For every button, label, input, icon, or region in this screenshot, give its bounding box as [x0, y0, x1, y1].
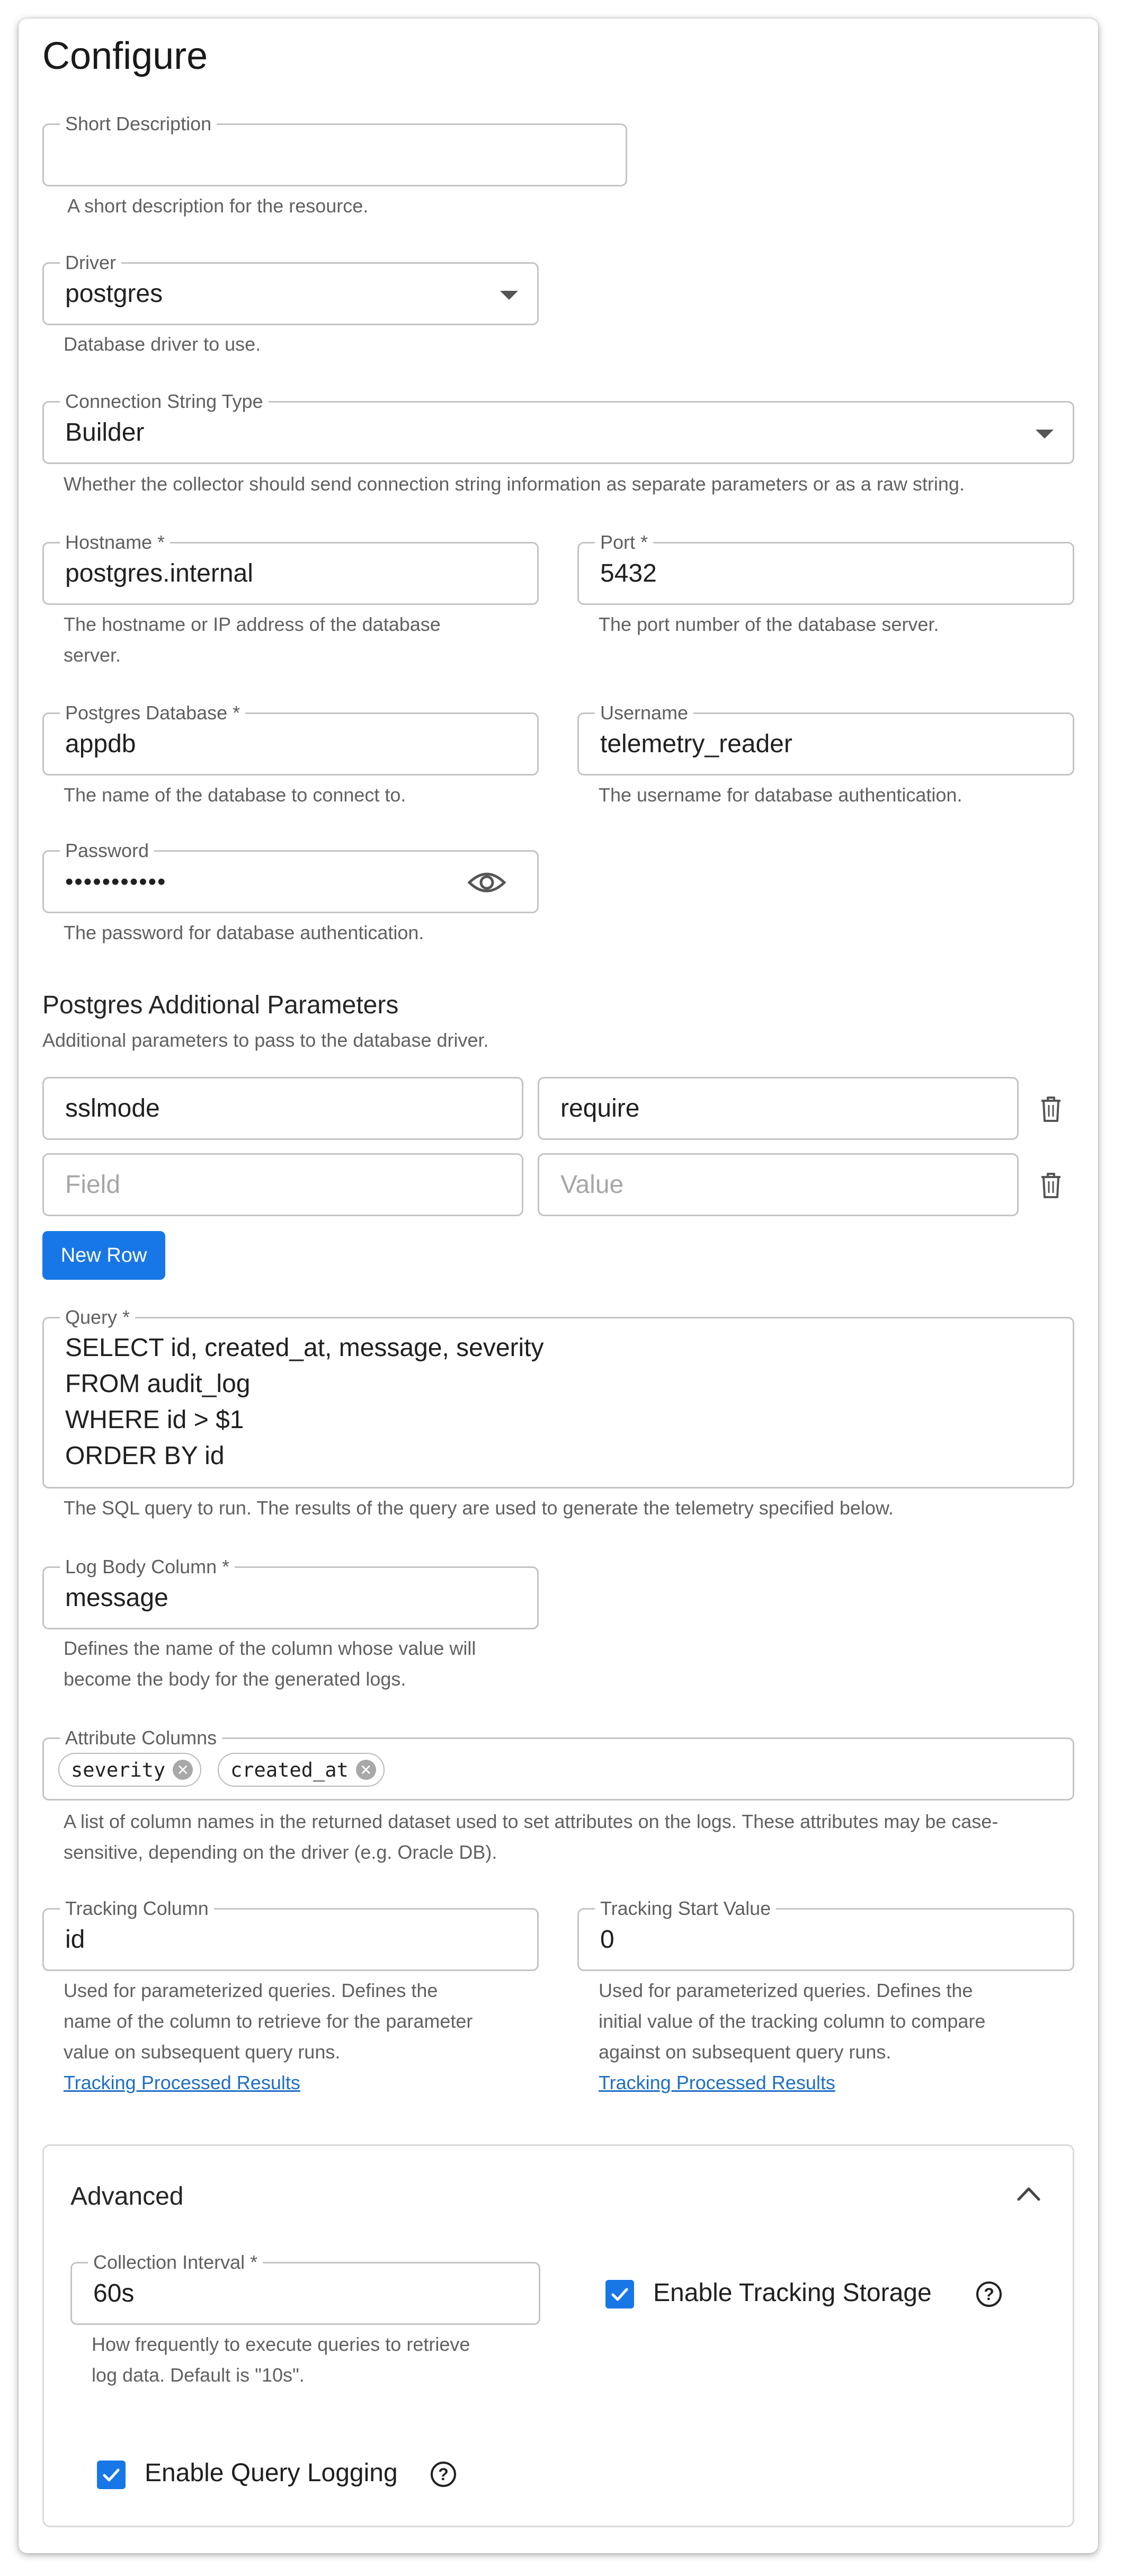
- postgres-database-helper: The name of the database to connect to.: [64, 784, 406, 806]
- chevron-up-icon[interactable]: [1017, 2186, 1041, 2204]
- log-body-column-helper-line1: Defines the name of the column whose value will: [64, 1637, 476, 1659]
- attribute-columns-label: Attribute Columns: [60, 1726, 222, 1750]
- log-body-column-helper-line2: become the body for the generated logs.: [64, 1668, 406, 1690]
- collection-interval-label: Collection Interval *: [88, 2251, 263, 2274]
- eye-icon[interactable]: [467, 869, 506, 896]
- configure-card: [19, 19, 1098, 2553]
- param-value-input[interactable]: [538, 1077, 1019, 1140]
- port-label: Port *: [595, 531, 653, 554]
- driver-value: postgres: [65, 280, 163, 308]
- hostname-value: postgres.internal: [65, 559, 253, 587]
- attribute-columns-field[interactable]: [42, 1727, 1074, 1800]
- param-field-input[interactable]: [42, 1077, 523, 1140]
- tracking-column-helper-line2: name of the column to retrieve for the parameter: [64, 2010, 473, 2032]
- log-body-column-label: Log Body Column *: [60, 1555, 235, 1579]
- driver-helper: Database driver to use.: [64, 333, 261, 355]
- connection-string-type-value: Builder: [65, 418, 145, 447]
- tracking-column-helper: [64, 1975, 473, 2098]
- tracking-start-value-value: 0: [600, 1926, 614, 1954]
- tracking-column-helper-line1: Used for parameterized queries. Defines the: [64, 1980, 438, 2001]
- tracking-start-value-label: Tracking Start Value: [595, 1897, 776, 1920]
- param-field-value: sslmode: [65, 1094, 160, 1122]
- param-value-input-empty[interactable]: [538, 1153, 1019, 1216]
- tracking-start-value-helper: [599, 1975, 985, 2098]
- short-description-field[interactable]: [42, 113, 627, 186]
- enable-query-logging-checkbox[interactable]: [97, 2461, 126, 2489]
- username-field[interactable]: [577, 702, 1074, 776]
- hostname-helper-line1: The hostname or IP address of the database: [64, 613, 441, 635]
- hostname-field[interactable]: [42, 531, 539, 605]
- password-label: Password: [60, 839, 154, 862]
- caret-down-icon: [1036, 430, 1054, 439]
- short-description-label: Short Description: [60, 112, 217, 136]
- tracking-processed-results-link[interactable]: Tracking Processed Results: [599, 2072, 835, 2093]
- attribute-chip-label: severity: [71, 1758, 166, 1781]
- query-line-1: SELECT id, created_at, message, severity: [65, 1334, 544, 1362]
- tracking-start-value-helper-line3: against on subsequent query runs.: [599, 2041, 892, 2063]
- port-helper: The port number of the database server.: [599, 613, 939, 635]
- postgres-database-label: Postgres Database *: [60, 701, 245, 725]
- connection-string-type-helper: Whether the collector should send connection string information as separate parameters or as a raw string.: [64, 473, 965, 495]
- attribute-columns-helper-line1: A list of column names in the returned dataset used to set attributes on the logs. These attributes may be case-: [64, 1811, 999, 1832]
- driver-label: Driver: [60, 251, 121, 274]
- collection-interval-value: 60s: [93, 2279, 135, 2307]
- query-line-3: WHERE id > $1: [65, 1406, 244, 1434]
- connection-string-type-label: Connection String Type: [60, 390, 269, 413]
- tracking-column-field[interactable]: [42, 1897, 539, 1971]
- query-field[interactable]: [42, 1306, 1074, 1488]
- tracking-start-value-helper-line1: Used for parameterized queries. Defines the: [599, 1980, 973, 2001]
- postgres-database-value: appdb: [65, 730, 136, 758]
- query-line-4: ORDER BY id: [65, 1442, 225, 1470]
- page-title: Configure: [42, 35, 208, 77]
- tracking-start-value-field[interactable]: [577, 1897, 1074, 1971]
- help-circle-icon[interactable]: ?: [431, 2462, 456, 2487]
- collection-interval-field[interactable]: [70, 2251, 540, 2325]
- postgres-database-field[interactable]: [42, 702, 539, 776]
- attribute-chip[interactable]: [218, 1753, 385, 1787]
- check-icon: [101, 2464, 122, 2485]
- param-value-value: require: [560, 1094, 640, 1122]
- username-helper: The username for database authentication.: [599, 784, 962, 806]
- advanced-title: Advanced: [70, 2182, 184, 2210]
- attribute-chip[interactable]: [58, 1753, 201, 1787]
- password-helper: The password for database authentication.: [64, 922, 424, 943]
- help-circle-icon[interactable]: ?: [976, 2281, 1002, 2307]
- driver-select[interactable]: [42, 252, 539, 325]
- attribute-chip-label: created_at: [230, 1758, 349, 1781]
- query-text: [65, 1330, 544, 1474]
- trash-icon[interactable]: [1039, 1095, 1063, 1126]
- additional-params-helper: Additional parameters to pass to the database driver.: [42, 1029, 489, 1051]
- hostname-helper-line2: server.: [64, 644, 121, 666]
- enable-query-logging-label[interactable]: Enable Query Logging: [145, 2459, 398, 2487]
- tracking-start-value-helper-line2: initial value of the tracking column to compare: [599, 2010, 986, 2032]
- hostname-label: Hostname *: [60, 531, 170, 554]
- password-field[interactable]: [42, 840, 539, 913]
- tracking-column-label: Tracking Column: [60, 1897, 214, 1920]
- additional-params-title: Postgres Additional Parameters: [42, 991, 399, 1019]
- query-helper: The SQL query to run. The results of the query are used to generate the telemetry specified below.: [64, 1497, 894, 1519]
- password-value: •••••••••••: [65, 868, 167, 895]
- tracking-column-helper-line3: value on subsequent query runs.: [64, 2041, 341, 2063]
- close-circle-icon[interactable]: ✕: [356, 1760, 376, 1780]
- query-label: Query *: [60, 1306, 135, 1329]
- collection-interval-helper: [92, 2329, 470, 2391]
- param-field-input-empty[interactable]: [42, 1153, 523, 1216]
- close-circle-icon[interactable]: ✕: [173, 1760, 193, 1780]
- hostname-helper: [64, 609, 441, 671]
- new-row-button[interactable]: New Row: [42, 1231, 165, 1280]
- collection-interval-helper-line1: How frequently to execute queries to retrieve: [92, 2333, 470, 2355]
- username-value: telemetry_reader: [600, 730, 792, 758]
- param-field-placeholder: Field: [65, 1171, 121, 1199]
- tracking-column-value: id: [65, 1926, 85, 1954]
- collection-interval-helper-line2: log data. Default is "10s".: [92, 2364, 305, 2386]
- check-icon: [609, 2284, 630, 2305]
- port-value: 5432: [600, 559, 657, 587]
- tracking-processed-results-link[interactable]: Tracking Processed Results: [64, 2072, 300, 2093]
- port-field[interactable]: [577, 531, 1074, 605]
- connection-string-type-select[interactable]: [42, 390, 1074, 464]
- attribute-columns-helper: [64, 1806, 998, 1868]
- trash-icon[interactable]: [1039, 1172, 1063, 1202]
- caret-down-icon: [500, 291, 518, 300]
- attribute-columns-helper-line2: sensitive, depending on the driver (e.g. Oracle DB).: [64, 1841, 497, 1863]
- username-label: Username: [595, 701, 693, 725]
- param-value-placeholder: Value: [560, 1171, 624, 1199]
- enable-tracking-storage-label[interactable]: Enable Tracking Storage: [653, 2279, 932, 2307]
- short-description-helper: A short description for the resource.: [67, 195, 369, 217]
- log-body-column-helper: [64, 1633, 476, 1695]
- advanced-section: [42, 2144, 1074, 2527]
- log-body-column-value: message: [65, 1584, 168, 1612]
- enable-tracking-storage-checkbox[interactable]: [605, 2280, 634, 2308]
- query-line-2: FROM audit_log: [65, 1370, 251, 1398]
- log-body-column-field[interactable]: [42, 1556, 539, 1629]
